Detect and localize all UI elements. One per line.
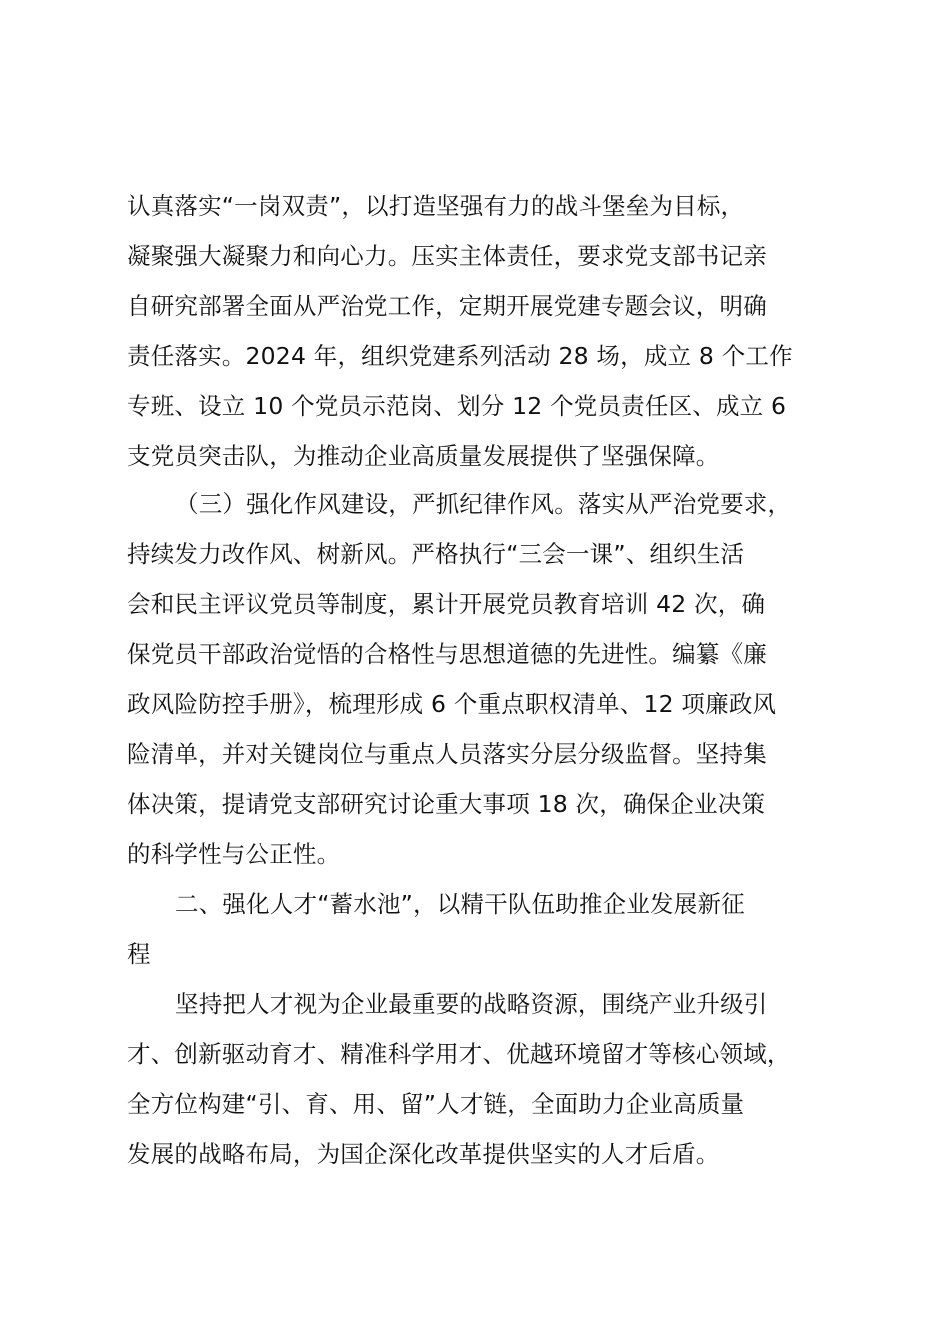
- section-heading-two: 二、强化人才“蓄水池”，以精干队伍助推企业发展新征: [175, 890, 745, 918]
- text-line: 体决策，提请党支部研究讨论重大事项 18 次，确保企业决策: [127, 790, 766, 818]
- text-line: 保党员干部政治觉悟的合格性与思想道德的先进性。编纂《廉: [127, 640, 767, 668]
- section-heading-three: （三）强化作风建设，严抓纪律作风。落实从严治党要求，: [175, 490, 792, 518]
- text-line: 政风险防控手册》，梳理形成 6 个重点职权清单、12 项廉政风: [127, 690, 777, 718]
- text-line: 持续发力改作风、树新风。严格执行“三会一课”、组织生活: [127, 540, 745, 568]
- text-line: 会和民主评议党员等制度，累计开展党员教育培训 42 次，确: [127, 590, 766, 618]
- text-line: 支党员突击队，为推动企业高质量发展提供了坚强保障。: [127, 442, 720, 470]
- text-line: 的科学性与公正性。: [127, 840, 341, 868]
- text-line: 责任落实。2024 年，组织党建系列活动 28 场，成立 8 个工作: [127, 342, 793, 370]
- text-line: 专班、设立 10 个党员示范岗、划分 12 个党员责任区、成立 6: [127, 392, 787, 420]
- text-line: 险清单，并对关键岗位与重点人员落实分层分级监督。坚持集: [127, 740, 767, 768]
- text-line: 自研究部署全面从严治党工作，定期开展党建专题会议，明确: [127, 292, 767, 320]
- text-line: 才、创新驱动育才、精准科学用才、优越环境留才等核心领域，: [127, 1040, 791, 1068]
- text-line: 发展的战略布局，为国企深化改革提供坚实的人才后盾。: [127, 1140, 720, 1168]
- text-line: 凝聚强大凝聚力和向心力。压实主体责任，要求党支部书记亲: [127, 242, 767, 270]
- text-line: 坚持把人才视为企业最重要的战略资源，围绕产业升级引: [175, 990, 768, 1018]
- text-line: 认真落实“一岗双责”，以打造坚强有力的战斗堡垒为目标，: [127, 192, 745, 220]
- section-heading-two-continued: 程: [127, 940, 151, 968]
- text-line: 全方位构建“引、育、用、留”人才链，全面助力企业高质量: [127, 1090, 745, 1118]
